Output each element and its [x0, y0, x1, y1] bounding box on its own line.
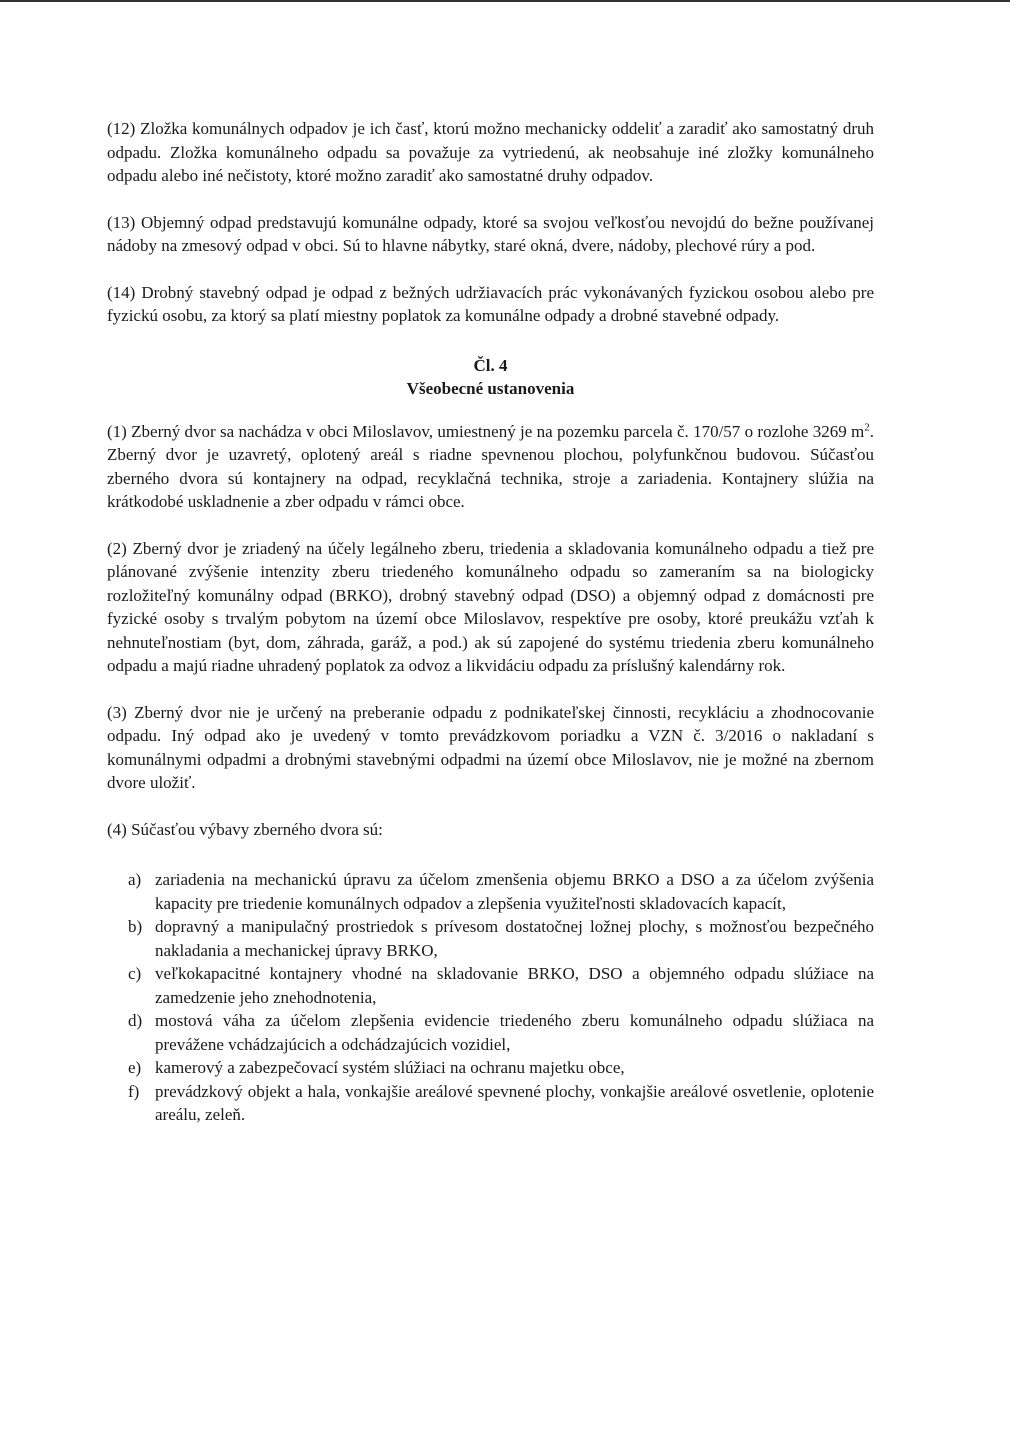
paragraph-13: (13) Objemný odpad predstavujú komunálne odpady, ktoré sa svojou veľkosťou nevojdú do bežne používanej nádoby na zmesový odpad v obci. Sú to hlavne nábytky, staré okná, dvere, nádoby, plechové rúry a pod. [107, 212, 874, 255]
paragraph-1-part-b: . Zberný dvor je uzavretý, oplotený areál s riadne spevnenou plochou, polyfunkčnou budovou. Súčasťou zberného dvora sú kontajnery na odpad, recyklačná technika, stroje a zariadenia. Kontajnery slúžia na krátkodobé uskladnenie a zber odpadu v rámci obce. [107, 421, 874, 511]
list-marker: a) [128, 870, 142, 889]
article-number: Čl. 4 [473, 355, 508, 375]
list-item [107, 915, 874, 962]
paragraph-1 [107, 420, 874, 514]
list-item [107, 868, 874, 915]
list-item-text: mostová váha za účelom zlepšenia evidencie triedeného zberu komunálneho odpadu slúžiaca na prevážene vchádzajúcich a odchádzajúcich vozidiel, [155, 1011, 874, 1054]
paragraph-2: (2) Zberný dvor je zriadený na účely legálneho zberu, triedenia a skladovania komunálneho odpadu a tiež pre plánované zvýšenie intenzity zberu triedeného komunálneho odpadu so zameraním sa na biologicky rozložiteľný komunálny odpad (BRKO), drobný stavebný odpad (DSO) a objemný odpad z domácnosti pre fyzické osoby s trvalým pobytom na území obce Miloslavov, respektíve pre osoby, ktoré preukážu vzťah k nehnuteľnostiam (byt, dom, záhrada, garáž, a pod.) ak sú zapojené do systému triedenia zberu komunálneho odpadu a majú riadne uhradený poplatok za odvoz a likvidáciu odpadu za príslušný kalendárny rok. [107, 538, 874, 675]
list-item [107, 962, 874, 1009]
list-marker: b) [128, 917, 143, 936]
document-page [107, 117, 874, 1127]
list-marker: d) [128, 1011, 143, 1030]
list-marker: f) [128, 1081, 140, 1101]
paragraph-3: (3) Zberný dvor nie je určený na preberanie odpadu z podnikateľskej činnosti, recykláciu a zhodnocovanie odpadu. Iný odpad ako je uvedený v tomto prevádzkovom poriadku a VZN č. 3/2016 o nakladaní s komunálnymi odpadmi a drobnými stavebnými odpadmi na území obce Miloslavov, nie je možné na zbernom dvore uložiť. [107, 702, 874, 792]
list-marker: c) [128, 964, 142, 983]
article-title: Všeobecné ustanovenia [406, 379, 575, 398]
paragraph-1-part-a: (1) Zberný dvor sa nachádza v obci Miloslavov, umiestnený je na pozemku parcela č. 170/57 o rozlohe 3269 m [107, 421, 865, 441]
list-item-text: dopravný a manipulačný prostriedok s prívesom dostatočnej ložnej plochy, s možnosťou bezpečného nakladania a mechanickej úpravy BRKO, [155, 917, 874, 960]
list-marker: e) [128, 1058, 142, 1077]
list-item-text: kamerový a zabezpečovací systém slúžiaci na ochranu majetku obce, [155, 1058, 625, 1077]
list-item-text: veľkokapacitné kontajnery vhodné na skladovanie BRKO, DSO a objemného odpadu slúžiace na zamedzenie jeho znehodnotenia, [155, 964, 874, 1007]
superscript: 2 [864, 420, 870, 433]
list-item [107, 1080, 874, 1127]
list-item-text: zariadenia na mechanickú úpravu za účelom zmenšenia objemu BRKO a DSO a za účelom zvýšenia kapacity pre triedenie komunálnych odpadov a zlepšenia využiteľnosti skladovacích kapacít, [155, 870, 874, 913]
paragraph-14: (14) Drobný stavebný odpad je odpad z bežných udržiavacích prác vykonávaných fyzickou osobou alebo pre fyzickú osobu, za ktorý sa platí miestny poplatok za komunálne odpady a drobné stavebné odpady. [107, 282, 874, 325]
article-heading [107, 354, 874, 401]
list-item-text: prevádzkový objekt a hala, vonkajšie areálové spevnené plochy, vonkajšie areálové osvetlenie, oplotenie areálu, zeleň. [155, 1081, 874, 1124]
paragraph-4: (4) Súčasťou výbavy zberného dvora sú: [107, 819, 383, 839]
top-rule [0, 0, 1010, 2]
list-item [107, 1056, 874, 1080]
equipment-list [107, 868, 874, 1127]
list-item [107, 1009, 874, 1056]
paragraph-12: (12) Zložka komunálnych odpadov je ich časť, ktorú možno mechanicky oddeliť a zaradiť ako samostatný druh odpadu. Zložka komunálneho odpadu sa považuje za vytriedenú, ak neobsahuje iné zložky komunálneho odpadu alebo iné nečistoty, ktoré možno zaradiť ako samostatné druhy odpadov. [107, 119, 874, 185]
